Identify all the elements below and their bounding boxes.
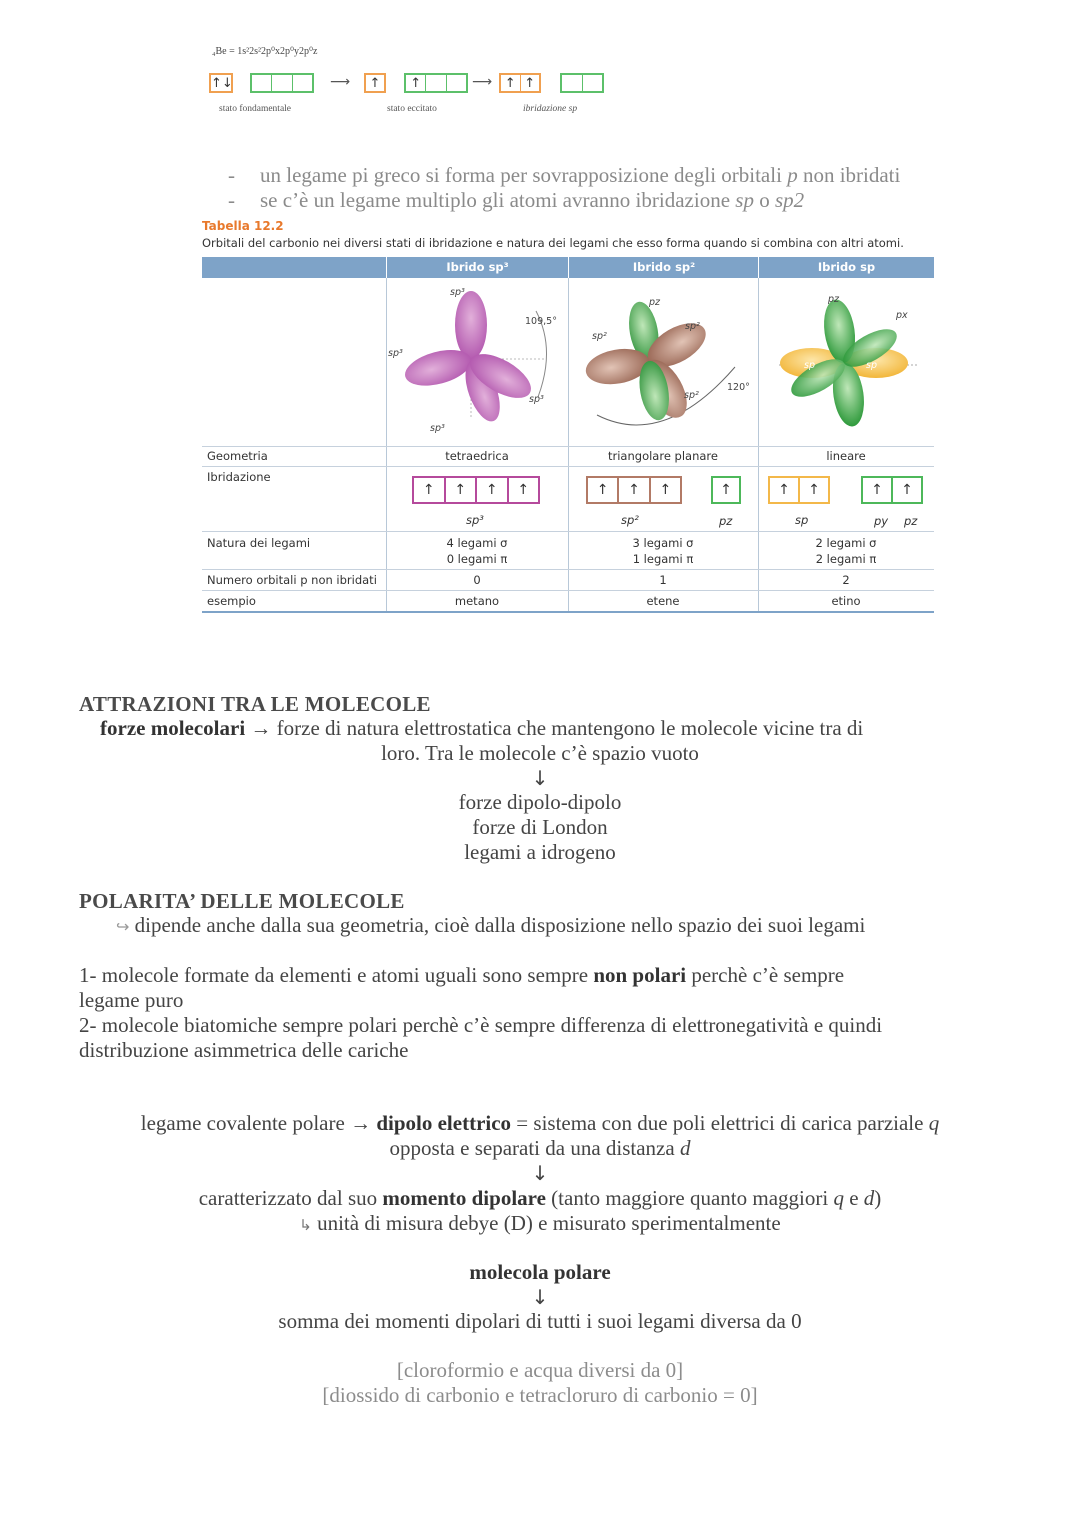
angle-label: 109,5°: [525, 316, 557, 327]
bonds-sp-pi: 2 legami π: [815, 552, 877, 566]
return-arrow-icon: ↳: [299, 1218, 312, 1234]
orbital-box-sp: ↑ ↑: [768, 476, 830, 504]
row-label-example: esempio: [207, 594, 256, 608]
dipole-moment: caratterizzato dal suo momento dipolare (tanto maggiore quanto maggiori q e d): [198, 1186, 882, 1210]
sp3-orbital-illustration: [386, 279, 568, 445]
molecular-forces-line2: loro. Tra le molecole c’è spazio vuoto: [381, 741, 699, 765]
bonds-sp2-sigma: 3 legami σ: [632, 536, 694, 550]
geometry-sp2: triangolare planare: [608, 449, 718, 463]
table-header-row: [202, 257, 934, 278]
bullet-pi-bond: - un legame pi greco si forma per sovrapposizione degli orbitali p non ibridati: [228, 163, 901, 187]
hybrid-label: sp²: [621, 513, 639, 527]
row-label-p-orbitals: Numero orbitali p non ibridati: [207, 573, 377, 587]
orbital-label: sp³: [430, 423, 445, 434]
bonds-sp-sigma: 2 legami σ: [815, 536, 877, 550]
be-electron-configuration: ₄Be = 1s²2s²2p⁰x2p⁰y2p⁰z: [212, 46, 318, 57]
hybrid-label: sp: [795, 513, 809, 527]
orbital-box-sp-hybrid: ↑ ↑: [499, 73, 541, 93]
down-arrow-icon: ↓: [531, 766, 549, 790]
curved-arrow-icon: ↪: [116, 919, 130, 936]
orbital-box-sp3: ↑ ↑ ↑ ↑: [412, 476, 540, 504]
label-ground-state: stato fondamentale: [219, 104, 292, 114]
example-sp: etino: [831, 594, 861, 608]
orbital-label: px: [896, 310, 908, 321]
row-label-geometry: Geometria: [207, 449, 268, 463]
sp2-orbital-illustration: [569, 279, 758, 445]
angle-label: 120°: [727, 382, 750, 393]
table-caption: Orbitali del carbonio nei diversi stati di ibridazione e natura dei legami che esso forma quando si combina con altri atomi.: [202, 236, 904, 250]
example-sp2: etene: [646, 594, 680, 608]
force-type: legami a idrogeno: [464, 840, 616, 864]
down-arrow-icon: ↓: [531, 1161, 549, 1185]
orbital-label: sp: [804, 360, 815, 371]
orbital-label: sp³: [450, 287, 465, 298]
force-type: forze dipolo-dipolo: [458, 790, 622, 814]
header-sp2: Ibrido sp²: [632, 260, 696, 274]
polarity-subtitle: ↪ dipende anche dalla sua geometria, cioè dalla disposizione nello spazio dei suoi legami: [116, 913, 866, 937]
orbital-label: sp²: [592, 331, 607, 342]
hybrid-label: py: [874, 514, 889, 528]
bullet-multiple-bond: - se c’è un legame multiplo gli atomi avranno ibridazione sp o sp2: [228, 188, 805, 212]
bonds-sp3-pi: 0 legami π: [446, 552, 508, 566]
hybrid-label: pz: [719, 514, 733, 528]
hybrid-label: sp³: [466, 513, 484, 527]
orbital-box-p-unhybridized: [560, 73, 604, 93]
down-arrow-icon: ↓: [531, 1285, 549, 1309]
orbital-box-py-pz: ↑ ↑: [861, 476, 923, 504]
geometry-sp3: tetraedrica: [445, 449, 509, 463]
orbital-box-2s-excited: ↑: [364, 73, 386, 93]
arrow-icon: ⟶: [330, 74, 351, 90]
bonds-sp2-pi: 1 legami π: [632, 552, 694, 566]
label-sp-hybridization: ibridazione sp: [523, 104, 578, 114]
polar-molecule-definition: somma dei momenti dipolari di tutti i suoi legami diversa da 0: [278, 1309, 802, 1333]
dipole-definition: legame covalente polare → dipolo elettrico = sistema con due poli elettrici di carica parziale q: [140, 1111, 940, 1135]
orbital-box-sp2: ↑ ↑ ↑: [586, 476, 682, 504]
orbital-label: sp: [866, 360, 877, 371]
hybrid-label: pz: [904, 514, 918, 528]
example-nonzero: [cloroformio e acqua diversi da 0]: [396, 1358, 684, 1382]
orbital-label: sp²: [685, 321, 700, 332]
geometry-sp: lineare: [826, 449, 866, 463]
row-label-hybridization: Ibridazione: [207, 470, 271, 484]
bonds-sp3-sigma: 4 legami σ: [446, 536, 508, 550]
polarity-rule-2-cont: distribuzione asimmetrica delle cariche: [79, 1038, 409, 1062]
header-sp3: Ibrido sp³: [446, 260, 509, 274]
orbital-label: pz: [649, 297, 661, 308]
polar-molecule-title: molecola polare: [469, 1260, 611, 1284]
row-label-bond-nature: Natura dei legami: [207, 536, 311, 550]
orbital-label: sp²: [684, 390, 699, 401]
p-count-sp: 2: [842, 573, 850, 587]
dipole-unit: ↳ unità di misura debye (D) e misurato sperimentalmente: [299, 1211, 781, 1235]
orbital-box-pz: ↑: [711, 476, 741, 504]
p-count-sp2: 1: [659, 573, 667, 587]
orbital-label: sp³: [529, 394, 544, 405]
orbital-label: pz: [828, 294, 840, 305]
p-count-sp3: 0: [473, 573, 481, 587]
example-sp3: metano: [454, 594, 500, 608]
label-excited-state: stato eccitato: [387, 104, 437, 114]
heading-attractions: ATTRAZIONI TRA LE MOLECOLE: [79, 692, 431, 716]
table-title: Tabella 12.2: [202, 219, 284, 233]
sp-orbital-illustration: [759, 279, 934, 445]
orbital-box-2p-excited: ↑: [404, 73, 468, 93]
orbital-box-2p-ground: [250, 73, 314, 93]
polarity-rule-1-cont: legame puro: [79, 988, 184, 1012]
orbital-label: sp³: [388, 348, 403, 359]
example-zero: [diossido di carbonio e tetracloruro di carbonio = 0]: [322, 1383, 758, 1407]
orbital-box-2s-ground: ↑↓: [209, 73, 233, 93]
dipole-definition-cont: opposta e separati da una distanza d: [389, 1136, 691, 1160]
polarity-rule-1: 1- molecole formate da elementi e atomi uguali sono sempre non polari perchè c’è sempre: [79, 963, 845, 987]
heading-polarity: POLARITA’ DELLE MOLECOLE: [79, 889, 405, 913]
polarity-rule-2: 2- molecole biatomiche sempre polari perchè c’è sempre differenza di elettronegatività e quindi: [79, 1013, 883, 1037]
arrow-icon: ⟶: [472, 74, 493, 90]
header-sp: Ibrido sp: [817, 260, 876, 274]
molecular-forces-definition: forze molecolari → forze di natura elettrostatica che mantengono le molecole vicine tra di: [100, 716, 864, 740]
force-type: forze di London: [472, 815, 608, 839]
